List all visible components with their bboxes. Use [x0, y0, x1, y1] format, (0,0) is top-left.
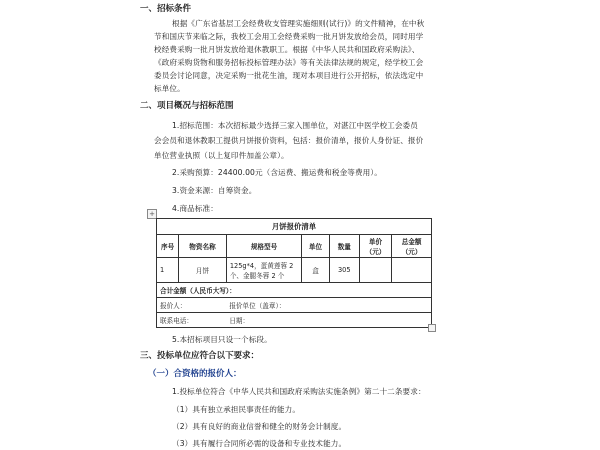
col-header-qty: 数量	[329, 235, 359, 258]
quote-table	[156, 218, 432, 328]
cell-price	[359, 258, 391, 283]
cell-unit: 盒	[302, 258, 330, 283]
section-1-line: 《政府采购货物和服务招标投标管理办法》等有关法律法规的规定，经学校工会	[154, 58, 424, 67]
table-title: 月饼报价清单	[157, 219, 432, 235]
cell-total	[392, 258, 432, 283]
requirement-intro: 1.投标单位符合《中华人民共和国政府采购法实施条例》第二十二条要求：	[172, 387, 426, 396]
section-1-line: 节和国庆节来临之际，我校工会用工会经费采购一批月饼发放给会员，同时用学	[154, 32, 424, 41]
phone-label: 联系电话：	[157, 313, 227, 328]
col-header-unit: 单位	[302, 235, 330, 258]
col-header-price: 单价（元）	[359, 235, 391, 258]
section-3-heading: 三、投标单位应符合以下要求：	[140, 351, 260, 361]
table-resize-handle-icon[interactable]	[428, 324, 436, 332]
cell-qty: 305	[329, 258, 359, 283]
bidder-label: 报价人：	[157, 298, 227, 313]
requirement-item: （3）具有履行合同所必需的设备和专业技术能力。	[172, 439, 347, 448]
lot-line: 5.本招标项目只设一个标段。	[172, 335, 272, 344]
col-header-no: 序号	[157, 235, 179, 258]
col-header-spec: 规格型号	[226, 235, 301, 258]
date-label: 日期：	[226, 313, 431, 328]
cell-name: 月饼	[179, 258, 227, 283]
seal-label: 报价单位（盖章）：	[226, 298, 431, 313]
qualified-bidder-heading: （一）合资格的报价人：	[148, 369, 242, 379]
requirement-item: （2）具有良好的商业信誉和健全的财务会计制度。	[172, 422, 347, 431]
scope-line: 会会员和退休教职工提供月饼报价资料，包括：报价清单，报价人身份证、报价	[154, 136, 424, 145]
col-header-name: 物资名称	[179, 235, 227, 258]
table-row	[157, 258, 432, 283]
section-1-line: 校经费采购一批月饼发放给退休教职工。根据《中华人民共和国政府采购法》、	[154, 45, 420, 54]
scope-line: 单位营业执照（以上复印件加盖公章）。	[154, 151, 289, 160]
funding-line: 3.资金来源：自筹资金。	[172, 186, 257, 195]
cell-spec: 125g*4，蛋黄莲蓉 2 个、金腿冬蓉 2 个	[226, 258, 301, 283]
cell-no: 1	[157, 258, 179, 283]
standard-line: 4.商品标准：	[172, 204, 218, 213]
section-2-heading: 二、项目概况与招标范围	[140, 101, 234, 111]
section-1-heading: 一、招标条件	[140, 4, 192, 14]
section-1-line: 委员会讨论同意，决定采购一批花生油，现对本项目进行公开招标，依法选定中	[154, 71, 424, 80]
budget-line: 2.采购预算：24400.00元（含运费、搬运费和税金等费用）。	[172, 168, 382, 177]
total-amount-label: 合计金额（人民币大写）：	[157, 283, 432, 298]
requirement-item: （1）具有独立承担民事责任的能力。	[172, 405, 301, 414]
table-move-handle-icon[interactable]: +	[147, 209, 157, 219]
scope-line: 1.招标范围：本次招标最少选择三家入围单位，对湛江中医学校工会委员	[172, 121, 418, 130]
section-1-line: 根据《广东省基层工会经费收支管理实施细则(试行)》的文件精神，在中秋	[172, 19, 425, 28]
section-1-line: 标单位。	[154, 84, 185, 93]
col-header-total: 总金额（元）	[392, 235, 432, 258]
